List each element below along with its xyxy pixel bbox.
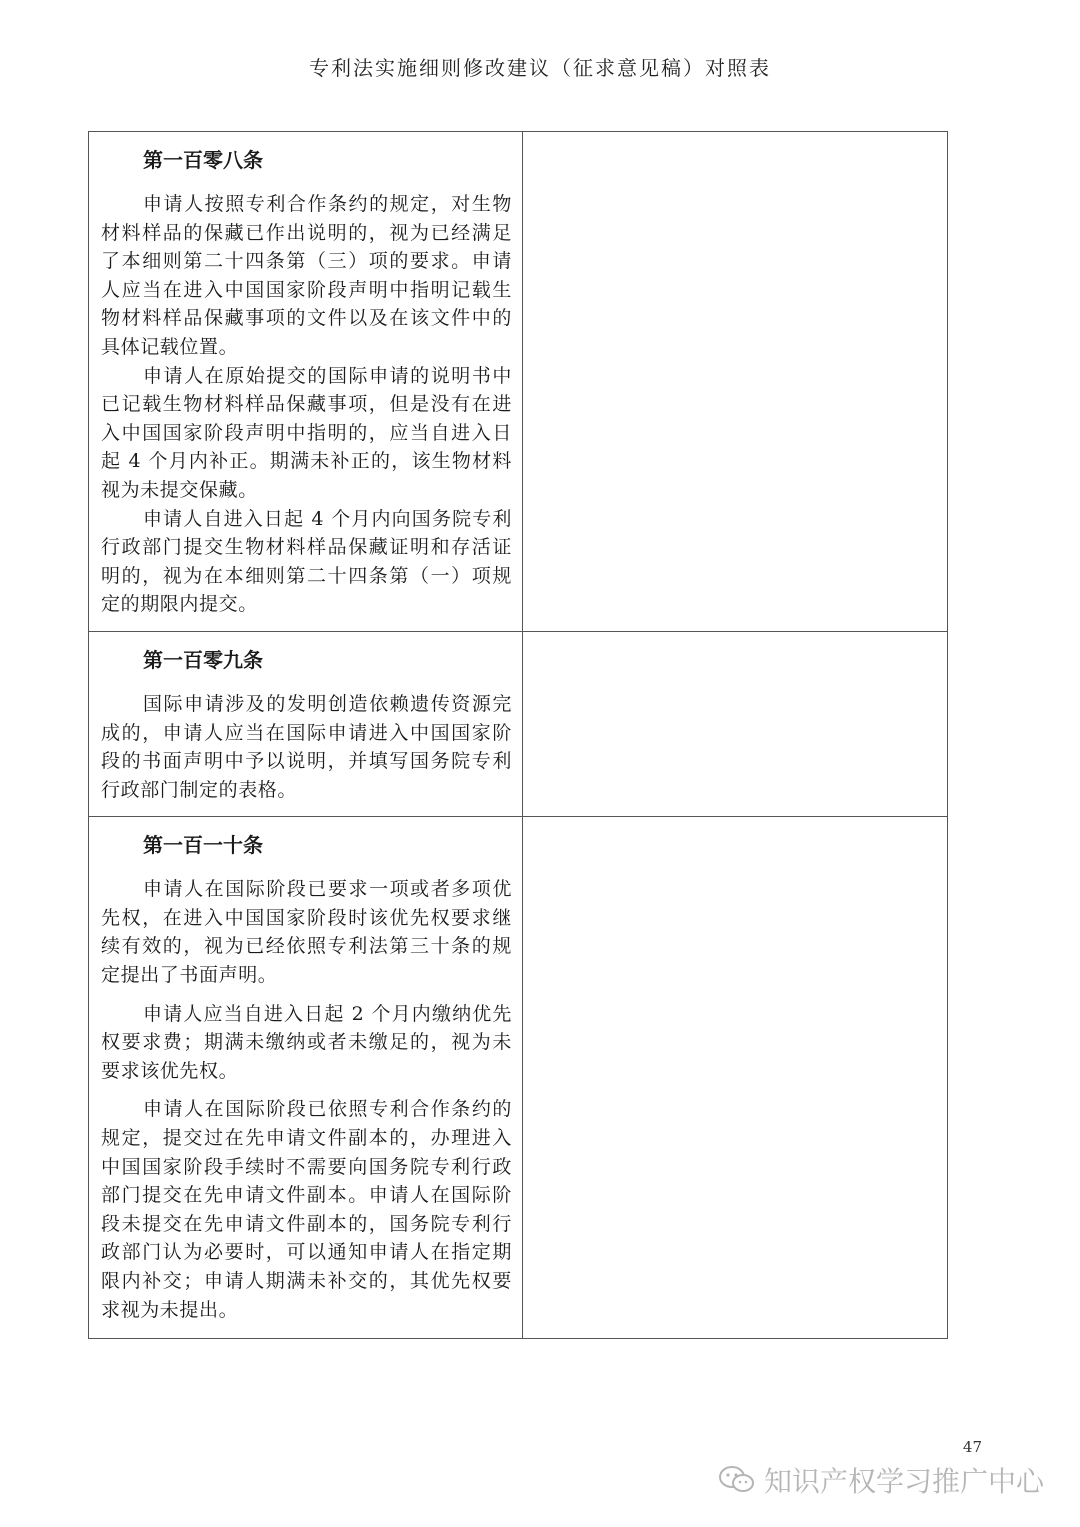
page-title: 专利法实施细则修改建议（征求意见稿）对照表 — [309, 56, 771, 80]
article-paragraph: 申请人在国际阶段已要求一项或者多项优先权，在进入中国国家阶段时该优先权要求继续有效的，视为已经依照专利法第三十条的规定提出了书面声明。 — [101, 878, 512, 987]
table-row — [89, 132, 948, 632]
table-row — [89, 817, 948, 1339]
watermark-text: 知识产权学习推广中心 — [763, 1465, 1044, 1498]
table-row — [89, 631, 948, 816]
article-paragraph: 申请人应当自进入日起 2 个月内缴纳优先权要求费；期满未缴纳或者未缴足的，视为未要求该优先权。 — [101, 1002, 512, 1082]
article-paragraph: 申请人按照专利合作条约的规定，对生物材料样品的保藏已作出说明的，视为已经满足了本细则第二十四条第（三）项的要求。申请人应当在进入中国国家阶段声明中指明记载生物材料样品保藏事项的文件以及在该文件中的具体记载位置。 — [101, 193, 512, 358]
wechat-icon — [718, 1465, 756, 1495]
article-title: 第一百零九条 — [143, 647, 263, 672]
watermark — [718, 1460, 1044, 1500]
original-text-cell — [89, 817, 523, 1339]
article-title: 第一百零八条 — [143, 148, 263, 172]
comparison-table — [88, 131, 948, 1339]
revision-cell — [523, 132, 948, 632]
original-text-cell — [89, 631, 523, 816]
article-paragraph: 申请人在国际阶段已依照专利合作条约的规定，提交过在先申请文件副本的，办理进入中国国家阶段手续时不需要向国务院专利行政部门提交在先申请文件副本。申请人在国际阶段未提交在先申请文件副本的，国务院专利行政部门认为必要时，可以通知申请人在指定期限内补交；申请人期满未补交的，其优先权要求视为未提出。 — [101, 1098, 512, 1321]
revision-cell — [523, 631, 948, 816]
article-paragraph: 申请人自进入日起 4 个月内向国务院专利行政部门提交生物材料样品保藏证明和存活证明的，视为在本细则第二十四条第（一）项规定的期限内提交。 — [101, 507, 512, 616]
original-text-cell — [89, 132, 523, 632]
page-number: 47 — [962, 1438, 982, 1456]
article-title: 第一百一十条 — [143, 833, 263, 858]
revision-cell — [523, 817, 948, 1339]
article-paragraph: 申请人在原始提交的国际申请的说明书中已记载生物材料样品保藏事项，但是没有在进入中国国家阶段声明中指明的，应当自进入日起 4 个月内补正。期满未补正的，该生物材料视为未提交保藏。 — [101, 364, 512, 501]
article-paragraph: 国际申请涉及的发明创造依赖遗传资源完成的，申请人应当在国际申请进入中国国家阶段的书面声明中予以说明，并填写国务院专利行政部门制定的表格。 — [101, 692, 512, 801]
